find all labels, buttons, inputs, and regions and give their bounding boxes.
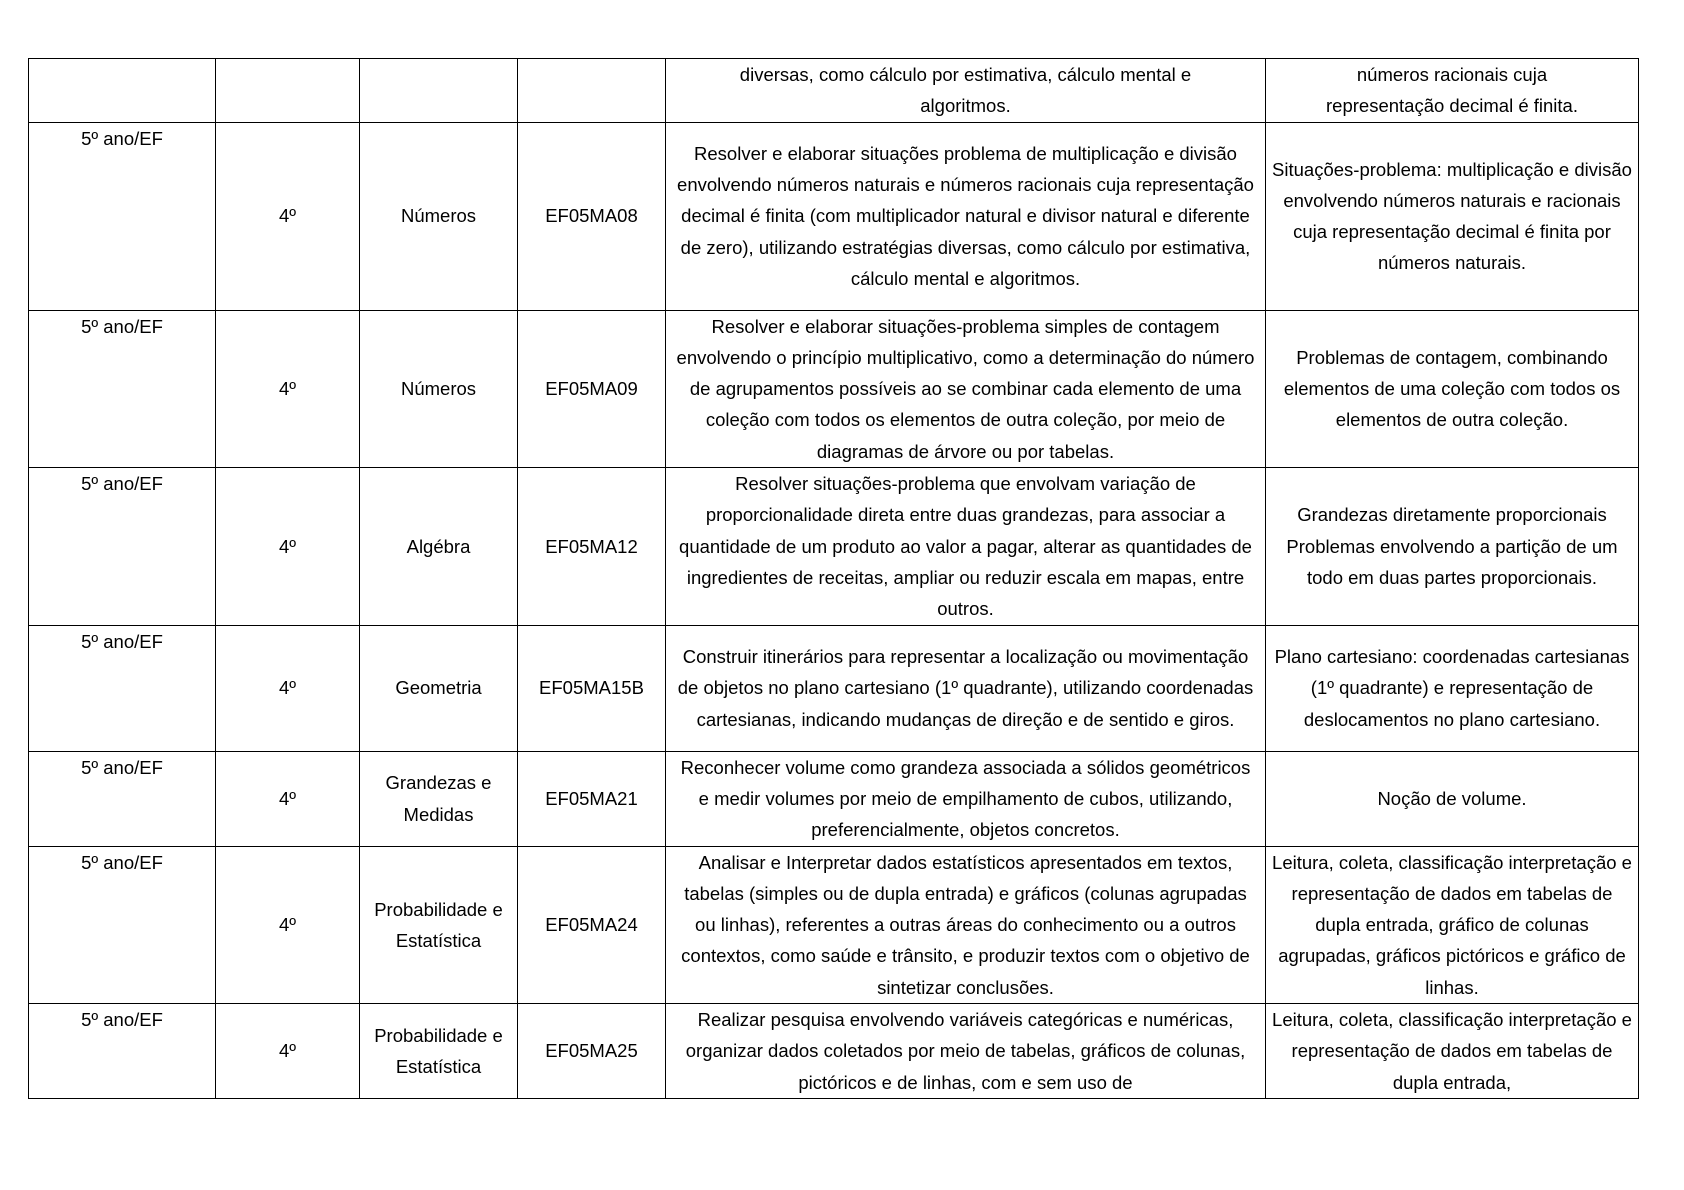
codigo-cell: EF05MA12 — [518, 468, 666, 625]
unidade-cell: Grandezas e Medidas — [360, 751, 518, 846]
ano-cell: 5º ano/EF — [29, 751, 216, 846]
table-row — [29, 625, 1639, 751]
habilidade-cell: Realizar pesquisa envolvendo variáveis categóricas e numéricas, organizar dados coletados por meio de tabelas, gráficos de colunas, pictóricos e de linhas, com e sem uso de — [666, 1004, 1266, 1099]
objeto-cell: Plano cartesiano: coordenadas cartesianas (1º quadrante) e representação de deslocamentos no plano cartesiano. — [1266, 625, 1639, 751]
unidade-cell: Números — [360, 310, 518, 467]
codigo-cell: EF05MA15B — [518, 625, 666, 751]
codigo-cell: EF05MA21 — [518, 751, 666, 846]
ano-cell: 5º ano/EF — [29, 625, 216, 751]
bimestre-cell: 4º — [216, 751, 360, 846]
codigo-cell: EF05MA08 — [518, 122, 666, 310]
habilidade-cell: Resolver e elaborar situações problema de multiplicação e divisão envolvendo números naturais e números racionais cuja representação decimal é finita (com multiplicador natural e divisor natural e diferente de zero), utilizando estratégias diversas, como cálculo por estimativa, cálculo mental e algoritmos. — [666, 122, 1266, 310]
unidade-cell: Probabilidade e Estatística — [360, 1004, 518, 1099]
codigo-cell: EF05MA25 — [518, 1004, 666, 1099]
habilidade-cell: diversas, como cálculo por estimativa, cálculo mental e algoritmos. — [666, 59, 1266, 123]
bimestre-cell — [216, 59, 360, 123]
habilidade-cell: Resolver situações-problema que envolvam variação de proporcionalidade direta entre duas grandezas, para associar a quantidade de um produto ao valor a pagar, alterar as quantidades de ingredientes de receitas, ampliar ou reduzir escala em mapas, entre outros. — [666, 468, 1266, 625]
bimestre-cell: 4º — [216, 846, 360, 1003]
bimestre-cell: 4º — [216, 468, 360, 625]
unidade-cell: Algébra — [360, 468, 518, 625]
unidade-cell: Números — [360, 122, 518, 310]
bimestre-cell: 4º — [216, 122, 360, 310]
table-row — [29, 468, 1639, 625]
bimestre-cell: 4º — [216, 625, 360, 751]
unidade-cell: Probabilidade e Estatística — [360, 846, 518, 1003]
objeto-cell: Leitura, coleta, classificação interpretação e representação de dados em tabelas de dupla entrada, — [1266, 1004, 1639, 1099]
ano-cell: 5º ano/EF — [29, 310, 216, 467]
objeto-cell: Leitura, coleta, classificação interpretação e representação de dados em tabelas de dupla entrada, gráfico de colunas agrupadas, gráficos pictóricos e gráfico de linhas. — [1266, 846, 1639, 1003]
table-row — [29, 751, 1639, 846]
bimestre-cell: 4º — [216, 1004, 360, 1099]
table-row — [29, 1004, 1639, 1099]
objeto-cell: Problemas de contagem, combinando elementos de uma coleção com todos os elementos de outra coleção. — [1266, 310, 1639, 467]
objeto-cell: Noção de volume. — [1266, 751, 1639, 846]
table-row — [29, 846, 1639, 1003]
table-row — [29, 59, 1639, 123]
unidade-cell — [360, 59, 518, 123]
objeto-cell: números racionais cuja representação decimal é finita. — [1266, 59, 1639, 123]
ano-cell — [29, 59, 216, 123]
curriculum-table — [28, 58, 1639, 1099]
table-row — [29, 122, 1639, 310]
unidade-cell: Geometria — [360, 625, 518, 751]
ano-cell: 5º ano/EF — [29, 122, 216, 310]
habilidade-cell: Construir itinerários para representar a localização ou movimentação de objetos no plano cartesiano (1º quadrante), utilizando coordenadas cartesianas, indicando mudanças de direção e de sentido e giros. — [666, 625, 1266, 751]
ano-cell: 5º ano/EF — [29, 468, 216, 625]
habilidade-cell: Resolver e elaborar situações-problema simples de contagem envolvendo o princípio multiplicativo, como a determinação do número de agrupamentos possíveis ao se combinar cada elemento de uma coleção com todos os elementos de outra coleção, por meio de diagramas de árvore ou por tabelas. — [666, 310, 1266, 467]
table-row — [29, 310, 1639, 467]
codigo-cell: EF05MA09 — [518, 310, 666, 467]
ano-cell: 5º ano/EF — [29, 846, 216, 1003]
bimestre-cell: 4º — [216, 310, 360, 467]
codigo-cell: EF05MA24 — [518, 846, 666, 1003]
objeto-cell: Grandezas diretamente proporcionais Problemas envolvendo a partição de um todo em duas partes proporcionais. — [1266, 468, 1639, 625]
codigo-cell — [518, 59, 666, 123]
objeto-cell: Situações-problema: multiplicação e divisão envolvendo números naturais e racionais cuja representação decimal é finita por números naturais. — [1266, 122, 1639, 310]
habilidade-cell: Reconhecer volume como grandeza associada a sólidos geométricos e medir volumes por meio de empilhamento de cubos, utilizando, preferencialmente, objetos concretos. — [666, 751, 1266, 846]
ano-cell: 5º ano/EF — [29, 1004, 216, 1099]
habilidade-cell: Analisar e Interpretar dados estatísticos apresentados em textos, tabelas (simples ou de dupla entrada) e gráficos (colunas agrupadas ou linhas), referentes a outras áreas do conhecimento ou a outros contextos, como saúde e trânsito, e produzir textos com o objetivo de sintetizar conclusões. — [666, 846, 1266, 1003]
